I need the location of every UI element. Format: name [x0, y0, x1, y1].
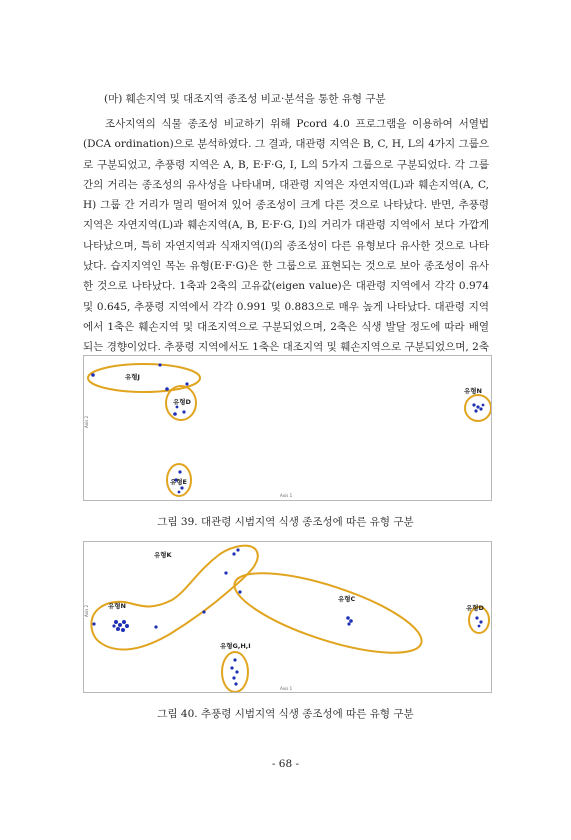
figure-39-points	[91, 363, 484, 493]
data-point	[346, 616, 350, 620]
data-point	[125, 624, 129, 628]
data-point	[91, 373, 95, 377]
data-point	[178, 491, 181, 494]
data-point	[475, 616, 478, 619]
group-d-label: 유형D	[466, 604, 484, 612]
axis-2-label: Axis 2	[84, 415, 89, 428]
group-j-outline	[88, 364, 200, 392]
data-point	[478, 625, 481, 628]
body-paragraph: 조사지역의 식물 종조성 비교하기 위해 Pcord 4.0 프로그램을 이용하여 서열법(DCA ordination)으로 분석하였다. 그 결과, 대관령 지역은 B, C, H, L의 4가지 그룹으로 구분되었고, 추풍령 지역은 A, B, E·F·G, I, L의 5가지 그룹으로 구분되었다. 각 그룹간의 거리는 종조성의 유사성을 나타내며, 대관령 지역은 자연지역(L)과 훼손지역(A, C, H) 그룹 간 거리가 멀리 떨어져 있어 종조성이 크게 다른 것으로 나타났다. 반면, 추풍령 지역은 자연지역(L)과 훼손지역(A, B, E·F·G, I)의 거리가 대관령 지역에서 보다 가깝게 나타났으며, 특히 자연지역과 식재지역(I)의 종조성이 다른 유형보다 유사한 것으로 나타났다. 습지지역인 목논 유형(E·F·G)은 한 그룹으로 표현되는 것으로 보아 종조성이 유사한 것으로 나타났다. 1축과 2축의 고유값(eigen value)은 대관령 지역에서 각각 0.974 및 0.645, 추풍령 지역에서 각각 0.991 및 0.883으로 매우 높게 나타났다. 대관령 지역에서 1축은 훼손지역 및 대조지역으로 구분되었으며, 2축은 식생 발달 정도에 따라 배열되는 경향이었다. 추풍령 지역에서도 1축은 대조지역 및 훼손지역으로 구분되었으며, 2축	[83, 118, 489, 354]
data-point	[238, 590, 241, 593]
section-heading: (마) 훼손지역 및 대조지역 종조성 비교·분석을 통한 유형 구분	[104, 93, 386, 105]
data-point	[232, 676, 235, 679]
data-point	[182, 410, 185, 413]
figure-39-svg	[84, 356, 491, 500]
data-point	[474, 409, 477, 412]
data-point	[234, 682, 237, 685]
data-point	[235, 670, 238, 673]
data-point	[232, 552, 235, 555]
data-point	[180, 486, 183, 489]
figure-40-svg	[84, 542, 491, 692]
data-point	[236, 548, 239, 551]
data-point	[202, 610, 205, 613]
group-c-label: 유형C	[338, 595, 356, 603]
group-j-label: 유형J	[125, 373, 140, 381]
axis-2-label: Axis 2	[84, 604, 89, 617]
data-point	[482, 404, 485, 407]
data-point	[230, 666, 233, 669]
data-point	[185, 382, 188, 385]
group-n-label: 유형N	[108, 602, 126, 610]
data-point	[154, 625, 157, 628]
data-point	[176, 406, 179, 409]
group-e-label: 유형E	[170, 478, 187, 486]
page-number: - 68 -	[271, 758, 300, 770]
data-point	[165, 387, 169, 391]
group-k-label: 유형K	[154, 551, 172, 559]
data-point	[349, 619, 353, 623]
data-point	[114, 620, 118, 624]
figure-40-caption: 그림 40. 추풍령 시범지역 식생 종조성에 따른 유형 구분	[157, 708, 414, 720]
data-point	[178, 470, 181, 473]
figure-40-points	[92, 548, 482, 685]
data-point	[476, 405, 479, 408]
data-point	[118, 623, 122, 627]
data-point	[479, 620, 482, 623]
group-d-label: 유형D	[173, 398, 191, 406]
figure-39-caption: 그림 39. 대관령 시범지역 식생 종조성에 따른 유형 구분	[157, 516, 414, 528]
group-c-outline	[226, 557, 429, 669]
data-point	[173, 412, 177, 416]
data-point	[472, 403, 475, 406]
data-point	[122, 620, 126, 624]
axis-1-label: Axis 1	[280, 493, 293, 498]
data-point	[112, 624, 115, 627]
data-point	[92, 622, 95, 625]
group-ghi-outline	[222, 652, 248, 692]
data-point	[116, 627, 120, 631]
data-point	[224, 571, 227, 574]
figure-40-ordination-plot	[83, 541, 492, 693]
group-n-label: 유형N	[464, 387, 482, 395]
data-point	[121, 628, 125, 632]
axis-1-label: Axis 1	[280, 686, 293, 691]
figure-39-ordination-plot	[83, 355, 492, 501]
group-k-n-outline	[91, 546, 257, 650]
data-point	[158, 363, 161, 366]
group-ghi-label: 유형G,H,I	[220, 642, 251, 650]
data-point	[233, 658, 236, 661]
data-point	[347, 622, 350, 625]
data-point	[479, 407, 482, 410]
